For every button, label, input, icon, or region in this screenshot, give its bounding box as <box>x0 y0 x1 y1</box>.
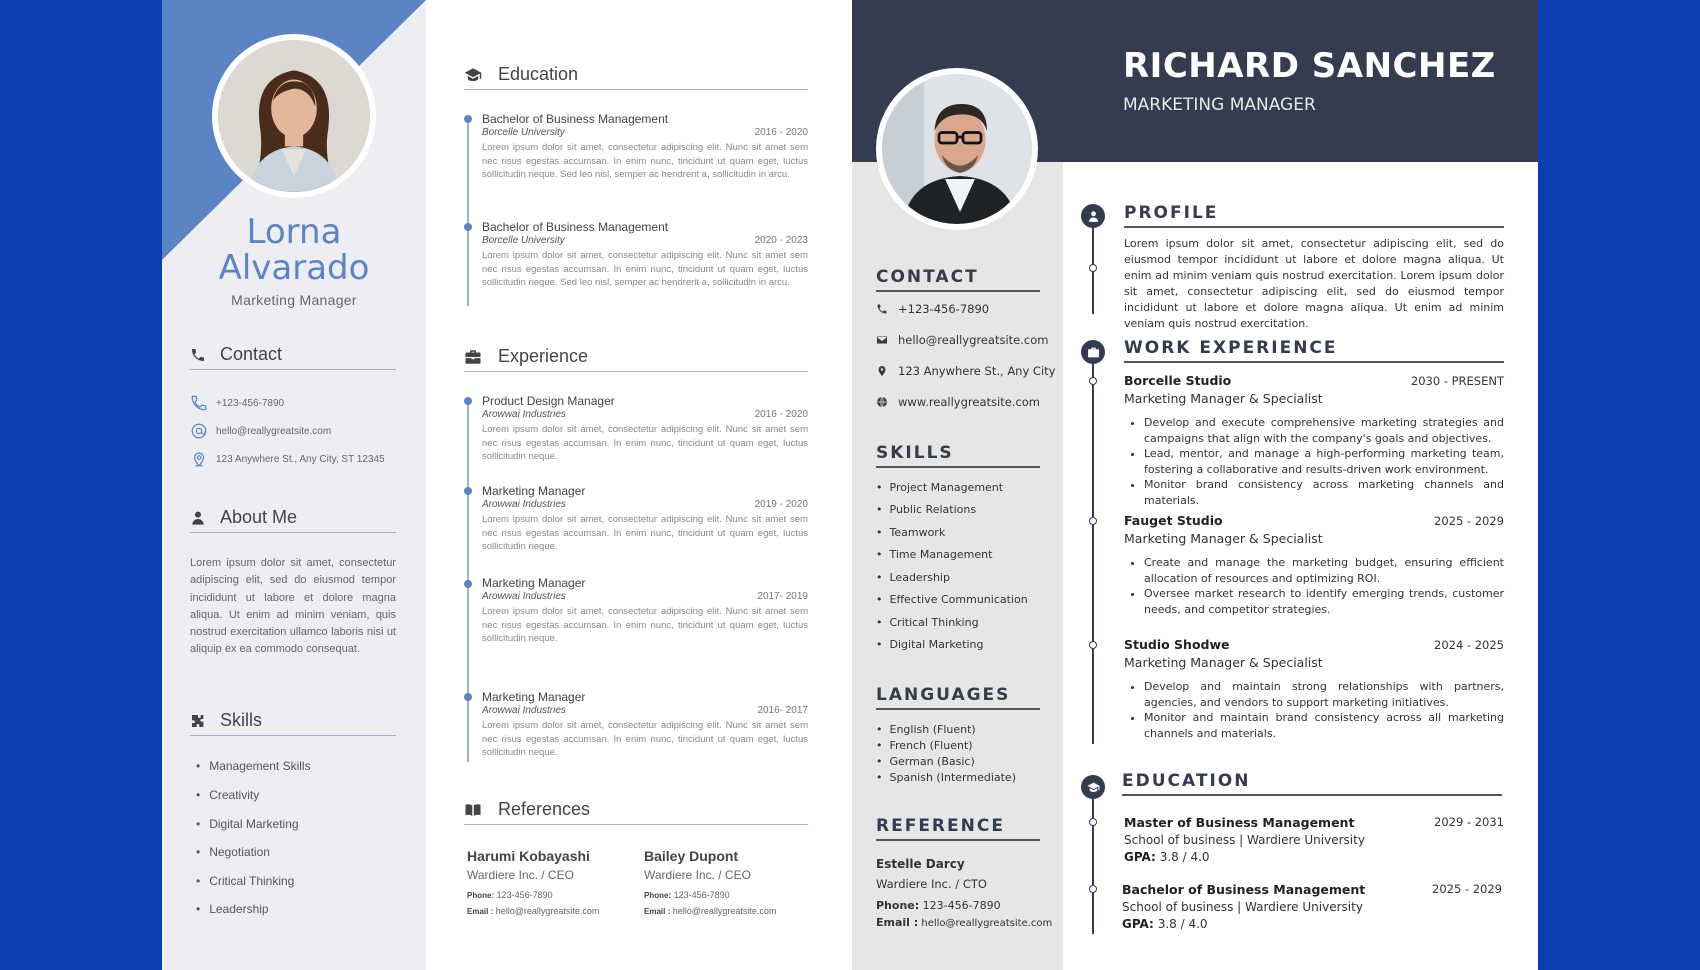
man-portrait-icon <box>882 74 1032 224</box>
timeline-dot <box>464 487 472 495</box>
experience-entry: Product Design Manager Arowwai Industries 2016 - 2020 Lorem ipsum dolor sit amet, consectetur adipiscing elit. Nunc sit amet sem nec risus egestas accumsan. In enim nunc, tincidunt ut quam eget, luctus sollicitudin neque. <box>482 394 808 463</box>
skill-item: • Teamwork <box>876 526 945 539</box>
person-role: Marketing Manager <box>231 292 357 308</box>
timeline-dot <box>1089 885 1097 893</box>
job-bullet: • Lead, mentor, and manage a high-performing marketing team, fostering a collaborative and results-driven work environment. <box>1144 446 1504 477</box>
education-entry: Bachelor of Business Management Borcelle University 2016 - 2020 Lorem ipsum dolor sit amet, consectetur adipiscing elit. Nunc sit amet sem nec risus egestas accumsan. In enim nunc, tincidunt ut quam eget, luctus sollicitudin neque. Sed leo nisl, semper ac hendrerit a, sollicitudin in arcu. <box>482 112 808 181</box>
skill-item: • Critical Thinking <box>196 874 294 888</box>
skill-item: • Critical Thinking <box>876 616 979 629</box>
contact-phone: +123-456-7890 <box>190 394 284 412</box>
skills-heading: SKILLS <box>876 443 1040 468</box>
references-heading: References <box>464 795 808 825</box>
graduation-cap-icon <box>1087 781 1100 794</box>
work-heading: WORK EXPERIENCE <box>1124 338 1504 363</box>
skill-item: • Public Relations <box>876 503 976 516</box>
person-name: RICHARD SANCHEZ <box>1123 46 1496 86</box>
languages-heading: LANGUAGES <box>876 685 1040 710</box>
reference-card: Bailey Dupont Wardiere Inc. / CEO Phone: 123-456-7890 Email : hello@reallygreatsite.com <box>644 848 777 916</box>
job-entry: Borcelle Studio 2030 - PRESENT Marketing Manager & Specialist • Develop and execute comprehensive marketing strategies and campaigns that align with the company's goals and objectives. • Lead, mentor, and manage a high-performing marketing team, fostering a collaborative and results-driven work environment. • Monitor brand consistency across marketing channels and materials. <box>1124 373 1504 508</box>
skill-item: • Digital Marketing <box>876 638 984 651</box>
about-text: Lorem ipsum dolor sit amet, consectetur adipiscing elit, sed do eiusmod tempor incididunt ut labore et dolore magna aliqua. Ut enim ad minim veniam, quis nostrud exercitation ullamco laboris nisi ut aliquip ex ea commodo consequat. <box>190 557 396 656</box>
location-pin-icon <box>876 365 888 377</box>
skill-item: • Creativity <box>196 788 259 802</box>
profile-heading: PROFILE <box>1124 203 1504 228</box>
skill-item: • Negotiation <box>196 845 270 859</box>
language-item: • French (Fluent) <box>876 739 973 752</box>
skill-item: • Digital Marketing <box>196 817 299 831</box>
contact-email: hello@reallygreatsite.com <box>876 333 1048 347</box>
skill-item: • Effective Communication <box>876 593 1028 606</box>
work-timeline <box>1092 346 1094 744</box>
profile-circle <box>1081 204 1105 228</box>
resume-richard <box>852 0 1538 970</box>
education-timeline <box>467 118 469 306</box>
woman-portrait-icon <box>218 40 370 192</box>
about-heading: About Me <box>190 503 396 533</box>
timeline-dot <box>1089 517 1097 525</box>
timeline-dot <box>464 397 472 405</box>
skills-heading: Skills <box>190 706 396 736</box>
language-item: • Spanish (Intermediate) <box>876 771 1016 784</box>
job-bullet: • Oversee market research to identify emerging trends, customer needs, and competitor strategies. <box>1144 586 1504 617</box>
user-icon <box>190 510 206 526</box>
job-entry: Studio Shodwe 2024 - 2025 Marketing Manager & Specialist • Develop and maintain strong relationships with partners, agencies, and vendors to support marketing initiatives. • Monitor and maintain brand consistency across all marketing channels and materials. <box>1124 637 1504 741</box>
at-icon <box>190 422 208 440</box>
globe-icon <box>876 396 888 408</box>
reference-card: Harumi Kobayashi Wardiere Inc. / CEO Phone: 123-456-7890 Email : hello@reallygreatsite.com <box>467 848 600 916</box>
job-bullet: • Develop and maintain strong relationships with partners, agencies, and vendors to support marketing initiatives. <box>1144 679 1504 710</box>
job-bullet: • Monitor and maintain brand consistency across all marketing channels and materials. <box>1144 710 1504 741</box>
person-role: MARKETING MANAGER <box>1123 95 1316 115</box>
experience-heading: Experience <box>464 342 808 372</box>
education-circle <box>1081 775 1105 799</box>
location-pin-icon <box>190 450 208 468</box>
briefcase-icon <box>1087 346 1100 359</box>
language-item: • German (Basic) <box>876 755 975 768</box>
timeline-dot <box>464 223 472 231</box>
contact-heading: Contact <box>190 340 396 370</box>
profile-photo <box>876 68 1038 230</box>
language-item: • English (Fluent) <box>876 723 976 736</box>
reference-name: Estelle Darcy <box>876 857 965 871</box>
skill-item: • Leadership <box>876 571 950 584</box>
graduation-cap-icon <box>464 66 482 84</box>
contact-email: hello@reallygreatsite.com <box>190 422 331 440</box>
envelope-icon <box>876 334 888 346</box>
experience-entry: Marketing Manager Arowwai Industries 2016- 2017 Lorem ipsum dolor sit amet, consectetur adipiscing elit. Nunc sit amet sem nec risus egestas accumsan. In enim nunc, tincidunt ut quam eget, luctus sollicitudin neque. <box>482 690 808 759</box>
education-entry: Bachelor of Business Management Borcelle University 2020 - 2023 Lorem ipsum dolor sit amet, consectetur adipiscing elit. Nunc sit amet sem nec risus egestas accumsan. In enim nunc, tincidunt ut quam eget, luctus sollicitudin neque. Sed leo nisl, semper ac hendrerit a, sollicitudin in arcu. <box>482 220 808 289</box>
reference-heading: REFERENCE <box>876 816 1040 841</box>
skill-item: • Leadership <box>196 902 269 916</box>
phone-outline-icon <box>190 394 208 412</box>
timeline-dot <box>464 115 472 123</box>
experience-entry: Marketing Manager Arowwai Industries 2017- 2019 Lorem ipsum dolor sit amet, consectetur adipiscing elit. Nunc sit amet sem nec risus egestas accumsan. In enim nunc, tincidunt ut quam eget, luctus sollicitudin neque. <box>482 576 808 645</box>
reference-phone: Phone: 123-456-7890 <box>876 899 1001 912</box>
open-book-icon <box>464 801 482 819</box>
briefcase-icon <box>464 348 482 366</box>
timeline-dot <box>464 693 472 701</box>
experience-entry: Marketing Manager Arowwai Industries 2019 - 2020 Lorem ipsum dolor sit amet, consectetur adipiscing elit. Nunc sit amet sem nec risus egestas accumsan. In enim nunc, tincidunt ut quam eget, luctus sollicitudin neque. <box>482 484 808 553</box>
skill-item: • Management Skills <box>196 759 311 773</box>
phone-icon <box>876 303 888 315</box>
education-heading: EDUCATION <box>1122 771 1502 796</box>
education-heading: Education <box>464 60 808 90</box>
contact-address: 123 Anywhere St., Any City, ST 12345 <box>190 450 385 468</box>
skill-item: • Project Management <box>876 481 1003 494</box>
timeline-dot <box>464 580 472 588</box>
job-entry: Fauget Studio 2025 - 2029 Marketing Manager & Specialist • Create and manage the marketing budget, ensuring efficient allocation of resources and optimizing ROI. • Oversee market research to identify emerging trends, customer needs, and competitor strategies. <box>1124 513 1504 617</box>
contact-heading: CONTACT <box>876 267 1040 292</box>
job-bullet: • Monitor brand consistency across marketing channels and materials. <box>1144 477 1504 508</box>
profile-text: Lorem ipsum dolor sit amet, consectetur adipiscing elit, sed do eiusmod tempor incididunt ut labore et dolore magna aliqua. Ut enim ad minim veniam quis nostrud exercitation. Lorem ipsum dolor sit amet, consectetur adipiscing elit, sed do eiusmod tempor incididunt ut labore et dolore magna aliqua. Ut enim ad minim veniam quis nostrud exercitation. <box>1124 237 1504 330</box>
timeline-dot <box>1089 641 1097 649</box>
job-bullet: • Create and manage the marketing budget, ensuring efficient allocation of resources and optimizing ROI. <box>1144 555 1504 586</box>
profile-photo <box>212 34 376 198</box>
contact-phone: +123-456-7890 <box>876 302 989 316</box>
contact-address: 123 Anywhere St., Any City <box>876 364 1055 378</box>
timeline-dot <box>1089 264 1097 272</box>
contact-website: www.reallygreatsite.com <box>876 395 1040 409</box>
timeline-dot <box>1089 818 1097 826</box>
skill-item: • Time Management <box>876 548 992 561</box>
resume-lorna <box>162 0 852 970</box>
left-sidebar <box>162 0 426 970</box>
education-entry: Bachelor of Business Management 2025 - 2029 School of business | Wardiere University GPA: 3.8 / 4.0 <box>1122 882 1502 931</box>
education-entry: Master of Business Management 2029 - 2031 School of business | Wardiere University GPA: 3.8 / 4.0 <box>1124 815 1504 864</box>
work-circle <box>1081 340 1105 364</box>
reference-email: Email : hello@reallygreatsite.com <box>876 916 1053 929</box>
user-icon <box>1087 210 1100 223</box>
phone-icon <box>190 347 206 363</box>
puzzle-icon <box>190 713 206 729</box>
timeline-dot <box>1089 377 1097 385</box>
reference-company: Wardiere Inc. / CTO <box>876 877 987 891</box>
person-name: Lorna Alvarado <box>218 212 370 288</box>
job-bullet: • Develop and execute comprehensive marketing strategies and campaigns that align with the company's goals and objectives. <box>1144 415 1504 446</box>
